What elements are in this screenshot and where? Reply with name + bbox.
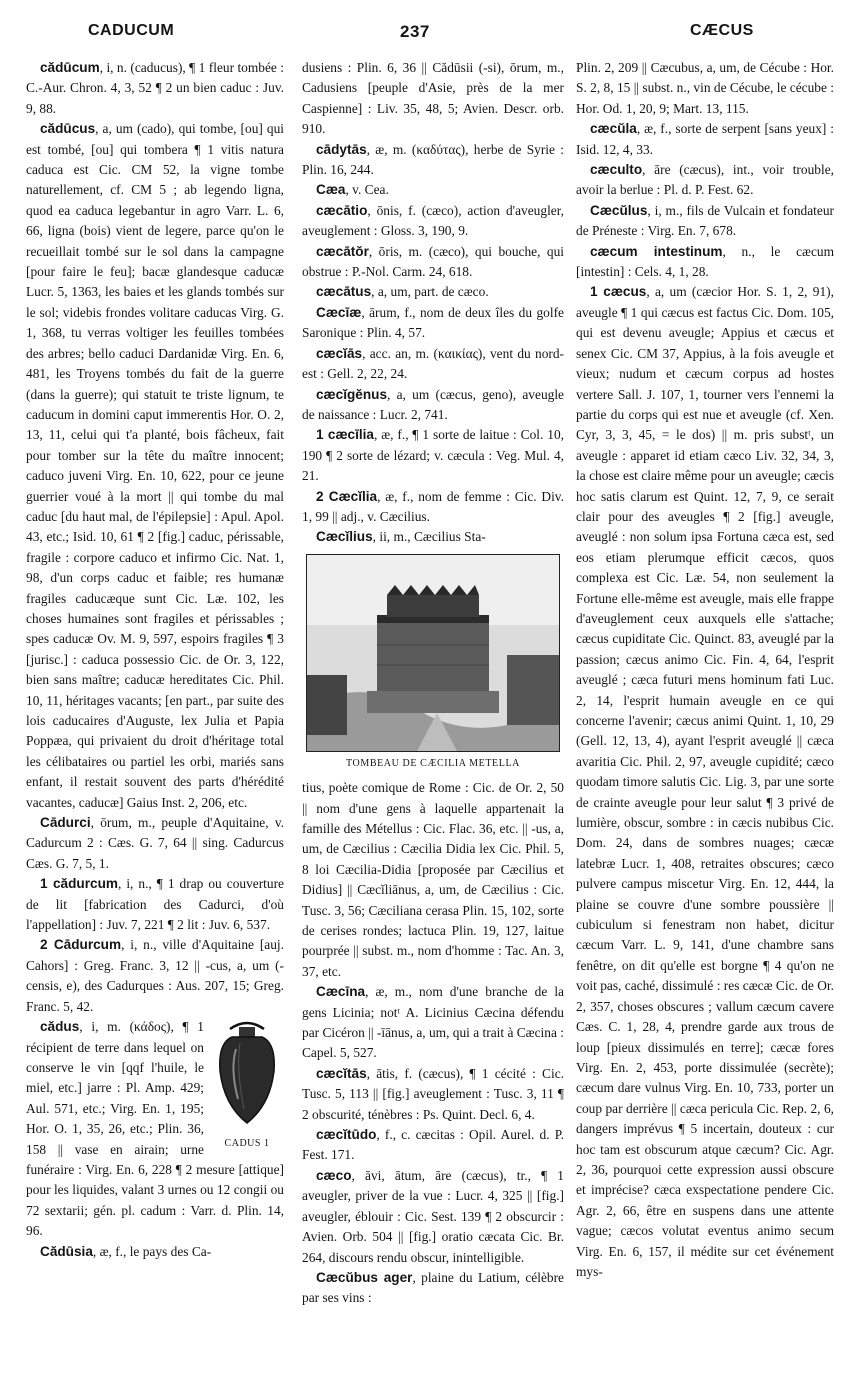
entry-caeculto: cæculto, āre (cæcus), int., voir trouble, avoir la berlue : Pl. d. P. Fest. 62. [576, 162, 834, 198]
entry-caecilius-cont: tius, poète comique de Rome : Cic. de Or. 2, 50 || nom d'une gens à laquelle appartenait la famille des Métellus : Cic. Flac. 36, etc. || -us, a, um, de Cæcilius : Cæcilia Didia lex Cic. Phil. 5, 8 loi Cæcilia-Didia [proposée par Cæcilius et Didius] || Cæcĭliānus, a, um, de Cæcilius : Cic. Tusc. 3, 56; Cæciliana cerasa Plin. 15, 102, sorte de cerises rondes; lactuca Plin. 19, 127, laitue pourprée || subst. m., nom d'homme : Tac. An. 3, 37, etc. [302, 780, 564, 979]
column-3 [576, 58, 834, 1282]
entry-caecina: Cæcīna, æ, m., nom d'une branche de la gens Licinia; notᵗ A. Licinius Cæcina défendu par Cicéron || -īānus, a, um, qui a trait à Cæcina : Capel. 5, 527. [302, 984, 564, 1061]
headword: cæculto [590, 162, 643, 178]
headword: cæco [316, 1167, 352, 1183]
entry-caducum: cădūcum, i, n. (caducus), ¶ 1 fleur tombée : C.-Aur. Chron. 4, 3, 52 ¶ 2 un bien caduc : Juv. 9, 88. [26, 60, 284, 116]
entry-caecula: cæcŭla, æ, f., sorte de serpent [sans yeux] : Isid. 12, 4, 33. [576, 121, 834, 157]
entry-caecias: cæcĭās, acc. an, m. (καικίας), vent du nord-est : Gell. 2, 22, 24. [302, 345, 564, 382]
headword: cæcĭgĕnus [316, 386, 388, 402]
headword: cădus [40, 1019, 80, 1035]
cadus-figure-block [26, 1017, 284, 1241]
headword: cæcŭla [590, 121, 637, 137]
headword: cădūcum [40, 60, 100, 75]
headword: Cādurci [40, 815, 91, 831]
entry-caecigenus: cæcĭgĕnus, a, um (cæcus, geno), aveugle de naissance : Lucr. 2, 741. [302, 386, 564, 422]
headword: cæcĭtās [316, 1065, 367, 1081]
headword: cæcĭās [316, 345, 363, 361]
headword: Cæcīæ [316, 304, 362, 320]
headword: cādytās [316, 141, 367, 157]
entry-caeco: cæco, āvi, ātum, āre (cæcus), tr., ¶ 1 aveugler, priver de la vue : Lucr. 4, 325 || [fig.] aveugler, éblouir : Cic. Sest. 139 ¶ 2 obscurcir : Avien. Orb. 504 || [fig.] oratio cæcata Cic. Br. 264, discours rendu obscur, inintelligible. [302, 1167, 564, 1265]
entry-caecatio: cæcātio, ōnis, f. (cæco), action d'aveugler, aveuglement : Gloss. 3, 190, 9. [302, 202, 564, 239]
entry-caecilia-1: 1 cæcīlia, æ, f., ¶ 1 sorte de laitue : Col. 10, 190 ¶ 2 sorte de lézard; v. cæcula : Veg. Mul. 4, 21. [302, 427, 564, 484]
headword: cæcātus [316, 284, 372, 300]
entry-caecilius: Cæcĭlius, ii, m., Cæcilius Sta- [316, 529, 486, 545]
running-head-left: CADUCUM [88, 22, 175, 39]
entry-caecitas: cæcĭtās, ātis, f. (cæcus), ¶ 1 cécité : Cic. Tusc. 5, 113 || [fig.] aveuglement : Tusc. 3, 11 ¶ 2 obscurité, ténèbres : Ps. Quint. Decl. 6, 4. [302, 1065, 564, 1122]
cadus-jar-illustration [210, 1019, 284, 1127]
headword: Cæcīna [316, 984, 366, 1000]
entry-cadus: cădus, i, m. (κάδος), ¶ 1 récipient de terre dans lequel on conserve le vin [qqf l'huile, le miel, etc.] jarre : Pl. Amp. 429; Aul. 571, etc.; Virg. En. 1, 195; Hor. O. 1, 35, 26, etc.; Plin. 36, 158 || vase en airain; urne funéraire : Virg. En. 6, 228 ¶ 2 mesure [attique] pour les liquides, valant 3 urnes ou 12 congii ou 72 sextarii; gén. pl. cadum : Varr. d. Plin. 14, 96. [26, 1019, 284, 1239]
figure-caption-cadus: CADUS 1 [224, 1137, 270, 1149]
headword: 1 cæcus [590, 284, 647, 300]
column-2 [302, 58, 564, 1309]
headword: 2 Cādurcum [40, 937, 122, 953]
entry-caecum-intestinum: cæcum intestinum, n., le cæcum [intestin] : Cels. 4, 1, 28. [576, 243, 834, 280]
column-1 [26, 58, 284, 1262]
running-head-right: CÆCUS [690, 22, 754, 39]
cadus-figure [210, 1019, 284, 1149]
headword: Cæa [316, 182, 346, 198]
headword: cæcātŏr [316, 243, 369, 259]
tomb-figure [302, 554, 564, 774]
figure-caption-tomb: TOMBEAU DE CÆCILIA METELLA [345, 757, 521, 769]
headword: Cæcĭlius [316, 529, 373, 545]
entry-cadusia: Cădūsia, æ, f., le pays des Ca- [40, 1243, 212, 1259]
headword: cæcĭtūdo [316, 1127, 377, 1143]
headword: Cæcŭlus [590, 202, 648, 218]
headword: Cæcŭbus ager [316, 1269, 413, 1285]
headword: 2 Cæcĭlia [316, 488, 378, 504]
headword: cæcātio [316, 202, 368, 218]
entry-caducus: cădūcus, a, um (cado), qui tombe, [ou] qui est tombé, [ou] qui tombera ¶ 1 vitis natura caduca est Cic. CM 52, la vigne tombe naturellement, cf. CM 5 ; ab legendo ligna, quod ea caduca legebantur in agro Varr. L. 6, 66, ligna (bois) vient de legere, parce qu'on le recueillait tombé sur le sol dans la campagne [pour faire le feu]; bacæ glandesque caducæ Lucr. 5, 1363, les baies et les glands tombés sur le sol; videbis frondes volitare caducas Virg. G. 1, 368, tu verras voltiger les feuilles tombées des arbres; bello caduci Dardanidæ Virg. En. 6, 481, les Troyens tombés du fait de la guerre (dans la guerre); qui statuit te triste lignum, te caducum in domini caput immerentis Hor. O. 2, 13, 11, celui qui t'a planté, bois fâcheux, fait pour tomber sur la tête du maître innocent; caduco juveni Virg. En. 10, 622, pour ce jeune guerrier voué à la mort || qui tombe du mal caduc [du haut mal, de l'épilepsie] : Apul. Apol. 43, etc.; Isid. 10, 61 ¶ 2 [fig.] caduc, périssable, fragile : corpore caduco et infirmo Cic. Nat. 1, 98, d'un corps caduc et faible; res humanæ fragiles caducæque sunt Cic. Læ. 102, les choses humaines sont fragiles et périssables ; spes caducæ Ov. M. 9, 597, espoirs fragiles ¶ 3 [jurisc.] : caduca possessio Cic. de Or. 3, 122, bien sans maître; caducæ hereditates Cic. Phil. 10, 11, héritages vacants; [en part., par suite des lois caducaires d'Auguste, lex Julia et Papia Poppæa, qui privaient du droit d'héritage total les célibataires ou partiel les orbi, mariés sans enfant, il restait souvent des parts d'hérédité vacantes, caducæ] Gaius Inst. 2, 206, etc. [26, 121, 284, 810]
entry-cadurcum-1: 1 cădurcum, i, n., ¶ 1 drap ou couverture de lit [fabrication des Cadurci, d'où l'appellation] : Juv. 7, 221 ¶ 2 lit : Juv. 6, 537. [26, 876, 284, 933]
headword: Cădūsia [40, 1243, 93, 1259]
entry-cadusii: dusiens : Plin. 6, 36 || Cădūsii (-si), ōrum, m., Cadusiens [peuple d'Asie, près de la mer Caspienne] : Liv. 35, 48, 5; Avien. Descr. orb. 910. [302, 60, 564, 137]
headword: 1 cæcīlia [316, 427, 374, 443]
entry-caecus-1: 1 cæcus, a, um (cæcior Hor. S. 1, 2, 91), aveugle ¶ 1 qui cæcus est factus Cic. Dom. 105, qui est devenu aveugle; Appius et cæcus et senex Cic. CM 37, Appius, à la fois aveugle et vieux; nudum et cæcum corpus ad hostes vertere Sall. J. 107, 1, tourner vers l'ennemi la partie du corps qui est nue et aveugle (cf. Xen. Cyr, 3, 3, 45, = le dos) || m. pris substᵗ, un aveugle : apparet id etiam cæco Liv. 32, 34, 3, la chose est claire même pour un aveugle; cæcis hoc satis clarum est Quint. 12, 7, 9, ce serait clair pour des aveugles ¶ 2 [fig.] aveugle, aveuglé : non solum ipsa Fortuna cæca est, sed eos etiam plerumque efficit cæcos, quos complexa est Cic. Læ. 54, non seulement la Fortune elle-même est aveugle, mais elle frappe d'aveuglement ceux auxquels elle s'attache; cæcus cupiditate Cic. Quinct. 83, aveuglé par la passion; cæcus animo Cic. Fin. 4, 64, l'esprit aveuglé ; cæca futuri mens hominum fati Luc. 2, 14, l'esprit humain aveugle en ce qui concerne l'avenir; cæcus animi Quint. 1, 10, 29 (Gell. 12, 13, 4), ayant l'esprit aveuglé || cæca avaritia Cic. Phil. 2, 97, aveugle cupidité; cæco quodam timore salutis Cic. Lig. 3, par une sorte de crainte aveugle pour leur salut ¶ 3 privé de lumière, obscur, sombre : in cæcis nubibus Cic. Dom. 24, dans de sombres nuages; cæcæ latebræ Lucr. 1, 408, retraites obscures; cæco pulvere campus miscetur Virg. En. 12, 444, la plaine se couvre d'une sombre poussière || cubiculum si fenestram non habet, dicitur cæcum Varr. L. 9, 141, d'une chambre sans fenêtre, on dit qu'elle est borgne ¶ 4 qu'on ne voit pas, caché, dissimulé : res cæcæ Cic. de Or. 2, 357, choses obscures ; vallum cæcum cavere Cæs. C. 1, 28, 4, prendre garde aux trous de loup [pieux dissimulés en terre]; cæcæ fores Virg. En. 2, 453, porte dissimulée (secrète); cæcum dare vulnus Virg. En. 10, 733, porter un coup par derrière || cæca pericula Cic. Rep. 2, 6, dangers imprévus ¶ 5 incertain, douteux : cur hoc tam est obscurum atque cæcum? Cic. Agr. 2, 36, pourquoi cette expression aussi obscure et imprécise? cæca exspectatione pendere Cic. Agr. 2, 66, être en suspens dans une attente vague; cæcos volutat eventus animo secum Virg. En. 6, 157, il médite sur cet événement mys- [576, 284, 834, 1279]
entry-cadurci: Cādurci, ōrum, m., peuple d'Aquitaine, v. Cadurcum 2 : Cæs. G. 7, 64 || sing. Cadurcus Cæs. G. 7, 5, 1. [26, 815, 284, 871]
entry-caecubus-ager: Cæcŭbus ager, plaine du Latium, célèbre par ses vins : [302, 1269, 564, 1306]
headword: 1 cădurcum [40, 876, 118, 892]
tomb-of-caecilia-metella-illustration [306, 554, 560, 752]
headword: cădūcus [40, 121, 96, 137]
headword: cæcum intestinum [590, 243, 723, 259]
entry-caeciae: Cæcīæ, ārum, f., nom de deux îles du golfe Saronique : Plin. 4, 57. [302, 304, 564, 341]
entry-caecator: cæcātŏr, ōris, m. (cæco), qui bouche, qui obstrue : P.-Nol. Carm. 24, 618. [302, 243, 564, 280]
page-number: 237 [400, 22, 430, 41]
entry-caeculus: Cæcŭlus, i, m., fils de Vulcain et fondateur de Préneste : Virg. En. 7, 678. [576, 202, 834, 239]
entry-cadurcum-2: 2 Cādurcum, i, n., ville d'Aquitaine [auj. Cahors] : Greg. Franc. 3, 12 || -cus, a, um (-censis, e), des Cadurques : Aus. 207, 15; Greg. Franc. 5, 42. [26, 937, 284, 1014]
entry-caea: Cæa, v. Cea. [316, 182, 389, 198]
entry-caecubus-cont: Plin. 2, 209 || Cæcubus, a, um, de Cécube : Hor. S. 2, 8, 15 || subst. n., vin de Cécube, le cécube : Hor. Od. 1, 20, 9; Mart. 13, 115. [576, 60, 834, 116]
entry-caecilia-2: 2 Cæcĭlia, æ, f., nom de femme : Cic. Div. 1, 99 || adj., v. Cæcilius. [302, 488, 564, 524]
entry-cadytas: cādytās, æ, m. (καδύτας), herbe de Syrie : Plin. 16, 244. [302, 141, 564, 178]
entry-caecitudo: cæcĭtūdo, f., c. cæcitas : Opil. Aurel. d. P. Fest. 171. [302, 1127, 564, 1163]
entry-caecatus: cæcātus, a, um, part. de cæco. [316, 284, 489, 300]
